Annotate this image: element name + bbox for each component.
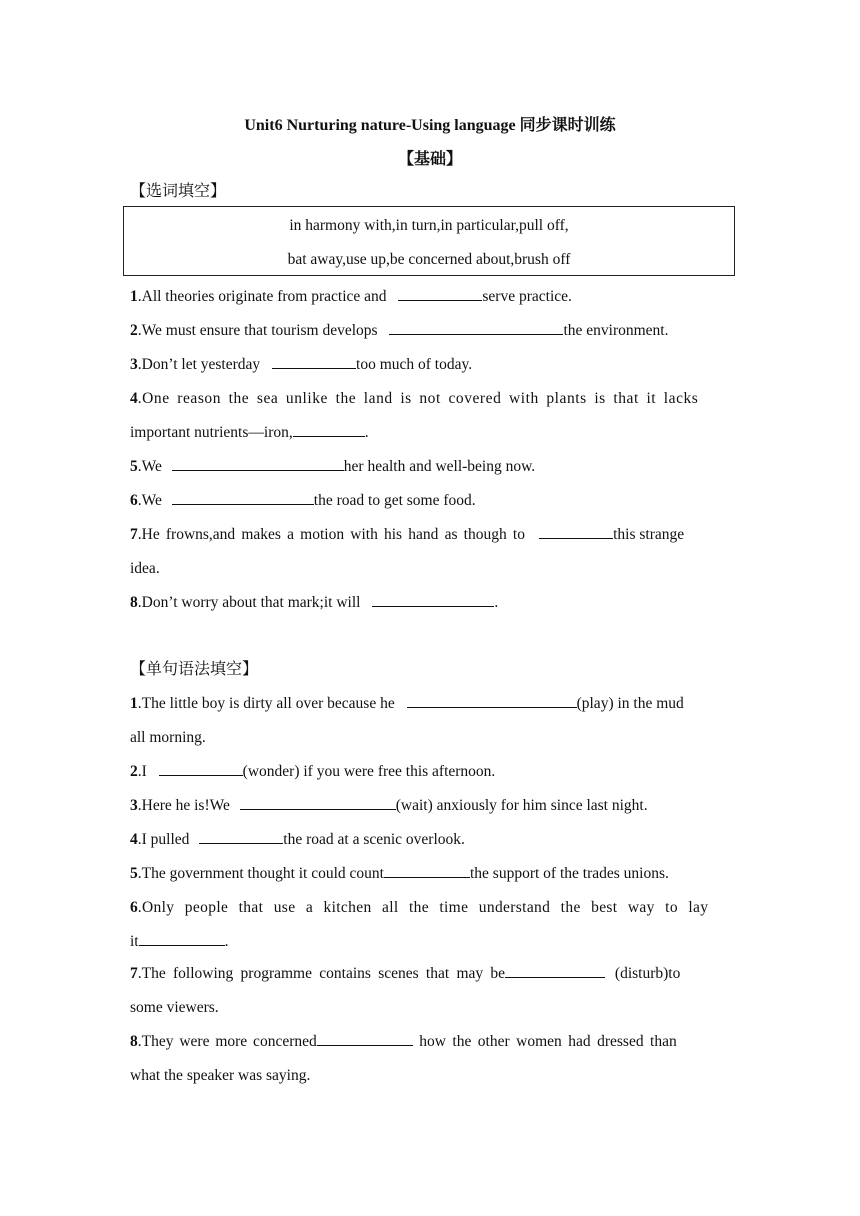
answer-blank[interactable] bbox=[240, 792, 396, 810]
answer-blank[interactable] bbox=[389, 317, 563, 335]
question-number: 6 bbox=[130, 899, 138, 916]
question-1 bbox=[130, 280, 730, 314]
question-text: . bbox=[494, 594, 499, 611]
question-number: 1 bbox=[130, 695, 138, 712]
answer-blank[interactable] bbox=[505, 960, 605, 978]
question-number: 7 bbox=[130, 526, 138, 543]
question-text: .One reason the sea unlike the land is not covered with plants is that it lacks bbox=[137, 390, 699, 407]
question-text: (play) in the mud bbox=[576, 695, 684, 712]
question-text: .They were more concerned bbox=[137, 1033, 317, 1050]
answer-blank[interactable] bbox=[199, 826, 283, 844]
question-number: 6 bbox=[130, 492, 138, 509]
answer-blank[interactable] bbox=[159, 758, 243, 776]
grammar-question-2 bbox=[130, 755, 730, 789]
question-text: .Don’t worry about that mark;it will bbox=[137, 594, 365, 611]
question-number: 3 bbox=[130, 356, 138, 373]
question-text: some viewers. bbox=[130, 999, 219, 1016]
question-text: .Don’t let yesterday bbox=[137, 356, 265, 373]
question-text: (wonder) if you were free this afternoon. bbox=[242, 763, 496, 780]
question-text: .I bbox=[137, 763, 151, 780]
question-number: 3 bbox=[130, 797, 138, 814]
question-number: 5 bbox=[130, 865, 138, 882]
answer-blank[interactable] bbox=[384, 860, 470, 878]
level-heading: 【基础】 bbox=[397, 151, 462, 168]
question-text: .We must ensure that tourism develops bbox=[137, 322, 382, 339]
question-number: 1 bbox=[130, 288, 138, 305]
question-text: the road to get some food. bbox=[313, 492, 476, 509]
question-text: all morning. bbox=[130, 729, 206, 746]
question-text: .The little boy is dirty all over because he bbox=[137, 695, 399, 712]
section-heading-word-choice: 【选词填空】 bbox=[130, 183, 227, 200]
question-text: .I pulled bbox=[137, 831, 194, 848]
question-text: (wait) anxiously for him since last night. bbox=[395, 797, 648, 814]
question-text: her health and well-being now. bbox=[343, 458, 536, 475]
question-4 bbox=[130, 382, 730, 416]
question-text: how the other women had dressed than bbox=[412, 1033, 677, 1050]
grammar-question-5 bbox=[130, 857, 730, 891]
grammar-question-1 bbox=[130, 687, 730, 721]
question-text: the environment. bbox=[563, 322, 669, 339]
question-6 bbox=[130, 484, 730, 518]
question-number: 4 bbox=[130, 831, 138, 848]
question-2 bbox=[130, 314, 730, 348]
question-number: 8 bbox=[130, 1033, 138, 1050]
grammar-question-8 bbox=[130, 1025, 730, 1059]
word-bank-line: in harmony with,in turn,in particular,pull off, bbox=[289, 217, 569, 234]
grammar-question-4 bbox=[130, 823, 730, 857]
question-number: 4 bbox=[130, 390, 138, 407]
question-4-continued bbox=[130, 416, 730, 450]
page-title: Unit6 Nurturing nature-Using language 同步课时训练 bbox=[244, 117, 616, 134]
answer-blank[interactable] bbox=[407, 690, 577, 708]
word-bank-box bbox=[123, 206, 735, 276]
question-text: this strange bbox=[613, 526, 685, 543]
question-number: 8 bbox=[130, 594, 138, 611]
grammar-question-6-continued bbox=[130, 925, 730, 959]
answer-blank[interactable] bbox=[539, 521, 613, 539]
question-7-continued bbox=[130, 552, 730, 586]
question-5 bbox=[130, 450, 730, 484]
question-text: the support of the trades unions. bbox=[469, 865, 669, 882]
grammar-question-7 bbox=[130, 957, 730, 991]
answer-blank[interactable] bbox=[317, 1028, 413, 1046]
question-text: .Here he is!We bbox=[137, 797, 234, 814]
question-7 bbox=[130, 518, 730, 552]
grammar-question-6 bbox=[130, 891, 730, 925]
answer-blank[interactable] bbox=[172, 487, 314, 505]
question-text: .We bbox=[137, 458, 166, 475]
answer-blank[interactable] bbox=[272, 351, 356, 369]
question-3 bbox=[130, 348, 730, 382]
question-text: it bbox=[130, 933, 139, 950]
question-text: . bbox=[364, 424, 369, 441]
question-text: . bbox=[224, 933, 229, 950]
question-text: .The government thought it could count bbox=[137, 865, 384, 882]
question-number: 2 bbox=[130, 763, 138, 780]
section-heading-grammar: 【单句语法填空】 bbox=[130, 661, 259, 678]
answer-blank[interactable] bbox=[172, 453, 344, 471]
word-bank-line: bat away,use up,be concerned about,brush off bbox=[287, 251, 571, 268]
question-text: .The following programme contains scenes that may be bbox=[137, 965, 506, 982]
question-text: .All theories originate from practice and bbox=[137, 288, 391, 305]
question-text: the road at a scenic overlook. bbox=[283, 831, 465, 848]
question-text: too much of today. bbox=[356, 356, 473, 373]
answer-blank[interactable] bbox=[139, 928, 225, 946]
question-text: important nutrients—iron, bbox=[130, 424, 293, 441]
question-text: serve practice. bbox=[482, 288, 572, 305]
question-text: .Only people that use a kitchen all the time understand the best way to lay bbox=[137, 899, 709, 916]
question-8 bbox=[130, 586, 730, 620]
answer-blank[interactable] bbox=[293, 419, 365, 437]
question-text: what the speaker was saying. bbox=[130, 1067, 311, 1084]
question-number: 7 bbox=[130, 965, 138, 982]
grammar-question-1-continued bbox=[130, 721, 730, 755]
grammar-question-7-continued bbox=[130, 991, 730, 1025]
question-number: 5 bbox=[130, 458, 138, 475]
answer-blank[interactable] bbox=[372, 589, 494, 607]
question-text: idea. bbox=[130, 560, 160, 577]
question-text: (disturb)to bbox=[605, 965, 681, 982]
grammar-question-8-continued bbox=[130, 1059, 730, 1093]
answer-blank[interactable] bbox=[398, 283, 482, 301]
grammar-question-3 bbox=[130, 789, 730, 823]
question-text: .He frowns,and makes a motion with his hand as though to bbox=[137, 526, 532, 543]
question-text: .We bbox=[137, 492, 166, 509]
question-number: 2 bbox=[130, 322, 138, 339]
